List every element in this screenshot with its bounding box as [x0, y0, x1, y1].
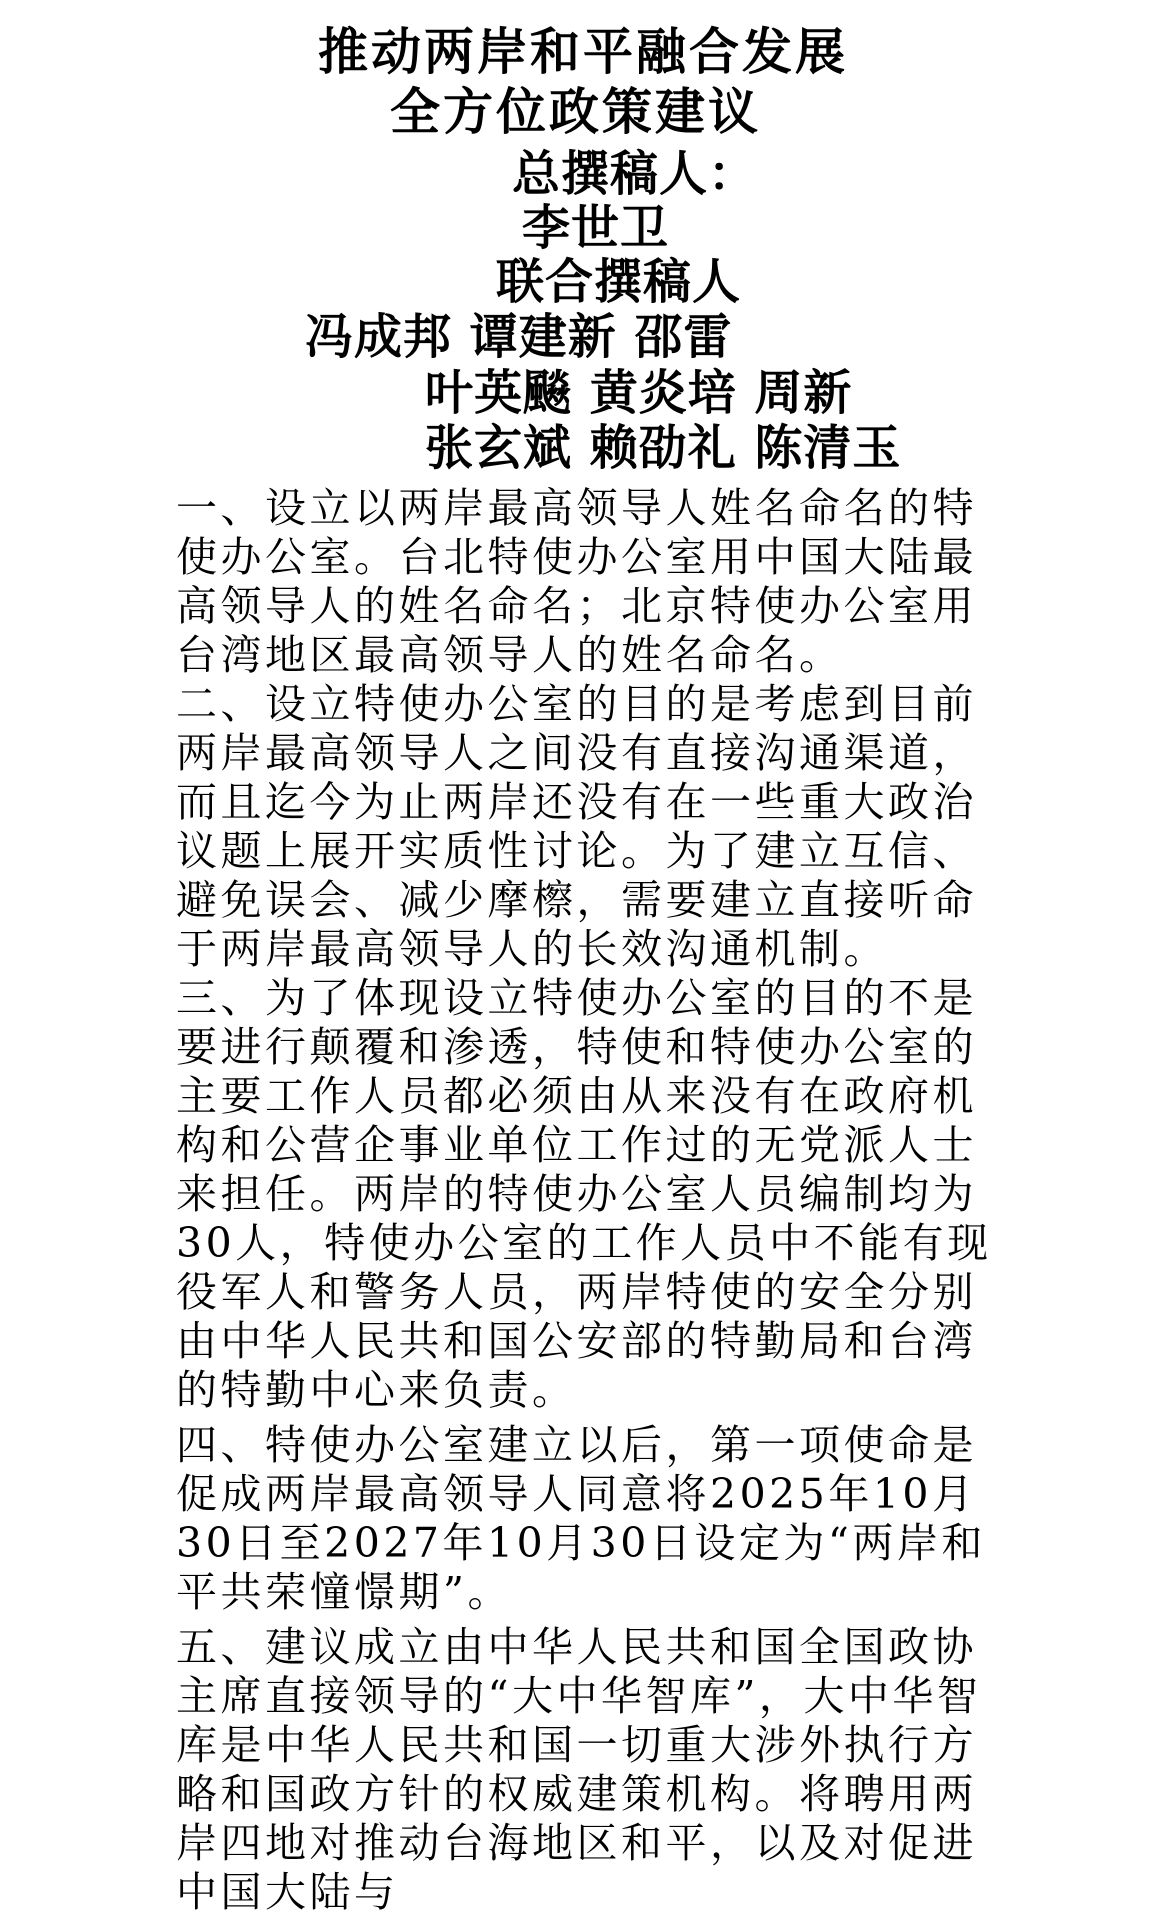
- co-authors-label: 联合撰稿人: [496, 254, 742, 310]
- title-line-2: 全方位政策建议: [390, 83, 761, 141]
- paragraph-4: 四、特使办公室建立以后，第一项使命是促成两岸最高领导人同意将2025年10月30日至2027年10月30日设定为“两岸和平共荣憧憬期”。: [176, 1421, 986, 1616]
- chief-author-name: 李世卫: [522, 200, 670, 256]
- co-authors-row-2: 叶英飈 黄炎培 周新: [425, 365, 853, 421]
- paragraph-5: 五、建议成立由中华人民共和国全国政协主席直接领导的“大中华智库”，大中华智库是中华人民共和国一切重大涉外执行方略和国政方针的权威建策机构。将聘用两岸四地对推动台海地区和平，以及对促进中国大陆与: [176, 1623, 982, 1916]
- paragraph-1: 一、设立以两岸最高领导人姓名命名的特使办公室。台北特使办公室用中国大陆最高领导人的姓名命名；北京特使办公室用台湾地区最高领导人的姓名命名。: [176, 484, 977, 679]
- title-line-1: 推动两岸和平融合发展: [318, 23, 848, 81]
- document-body: [176, 484, 996, 1917]
- paragraph-2: 二、设立特使办公室的目的是考虑到目前两岸最高领导人之间没有直接沟通渠道，而且迄今为止两岸还没有在一些重大政治议题上展开实质性讨论。为了建立互信、避免误会、减少摩檫，需要建立直接听命于两岸最高领导人的长效沟通机制。: [176, 680, 977, 973]
- chief-author-label: 总撰稿人：: [512, 146, 758, 202]
- co-authors-row-1: 冯成邦 谭建新 邵雷: [305, 309, 733, 365]
- paragraph-3: 三、为了体现设立特使办公室的目的不是要进行颠覆和渗透，特使和特使办公室的主要工作人员都必须由从来没有在政府机构和公营企事业单位工作过的无党派人士来担任。两岸的特使办公室人员编制均为30人，特使办公室的工作人员中不能有现役军人和警务人员，两岸特使的安全分别由中华人民共和国公安部的特勤局和台湾的特勤中心来负责。: [176, 974, 992, 1414]
- co-authors-row-3: 张玄斌 赖劭礼 陈清玉: [425, 420, 902, 476]
